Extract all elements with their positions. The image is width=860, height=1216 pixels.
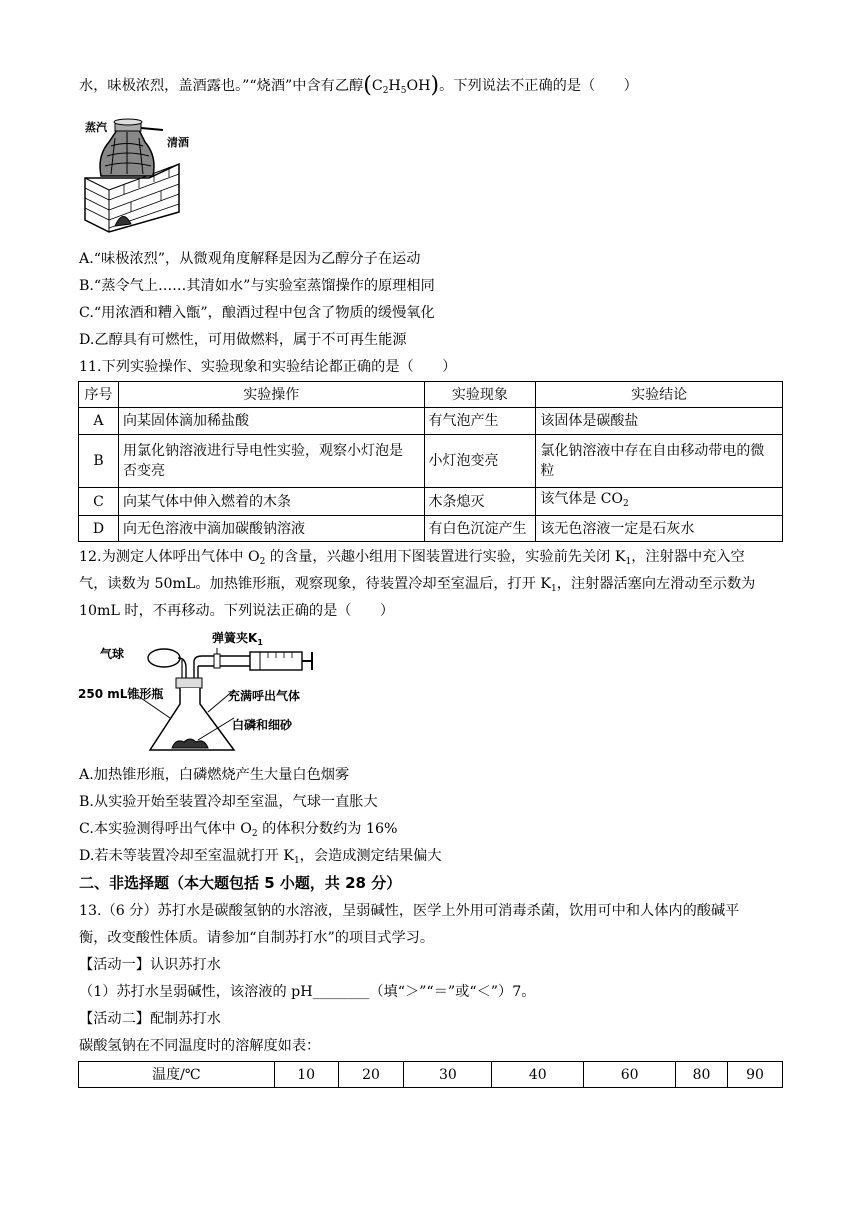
q10-option-c: C.“用浓酒和糟入甑”，酿酒过程中包含了物质的缓慢氧化 bbox=[79, 305, 435, 321]
q12-stem-line3: 10mL 时，不再移动。下列说法正确的是（ ） bbox=[79, 603, 395, 619]
q11-header-row bbox=[79, 382, 783, 408]
table-row: C 向某气体中伸入燃着的木条 木条熄灭 该气体是 $CO_2$ bbox=[79, 488, 783, 516]
balloon-label: 气球 bbox=[100, 647, 125, 661]
q12-stem-line2: 气，读数为 50mL。加热锥形瓶，观察现象，待装置冷却至室温后，打开 $K_1$，注射器活塞向左滑动至示数为 bbox=[79, 576, 756, 594]
q12-option-c: C.本实验测得呼出气体中 $O_2$ 的体积分数约为 16% bbox=[79, 821, 398, 839]
q13-stem-line1: 13.（6 分）苏打水是碳酸氢钠的水溶液，呈弱碱性，医学上外用可消毒杀菌，饮用可中和人体内的酸碱平 bbox=[79, 903, 740, 919]
header-cell: 序号 bbox=[79, 382, 119, 408]
q12-option-a: A.加热锥形瓶，白磷燃烧产生大量白色烟雾 bbox=[79, 767, 350, 783]
q12-option-d: D.若未等装置冷却至室温就打开 $K_1$，会造成测定结果偏大 bbox=[79, 848, 442, 866]
q13-subquestion-1: （1）苏打水呈弱碱性，该溶液的 pH________（填“＞”“＝”或“＜”）7。 bbox=[79, 984, 536, 1000]
clear-wine-label: 清酒 bbox=[167, 136, 189, 149]
distillation-still-figure bbox=[79, 116, 211, 234]
activity-one-heading: 【活动一】认识苏打水 bbox=[79, 957, 221, 973]
table-row: B 用氯化钠溶液进行导电性实验，观察小灯泡是 否变亮 小灯泡变亮 氯化钠溶液中存在自由移动带电的微 粒 bbox=[79, 435, 783, 488]
exhaled-gas-label: 充满呼出气体 bbox=[228, 689, 301, 703]
q11-table bbox=[78, 381, 783, 542]
table-row: A 向某固体滴加稀盐酸 有气泡产生 该固体是碳酸盐 bbox=[79, 408, 783, 435]
flask-label: 250 mL锥形瓶 bbox=[78, 687, 164, 701]
q10-option-b: B.“蒸令气上……其清如水”与实验室蒸馏操作的原理相同 bbox=[79, 278, 435, 294]
q12-stem-line1: 12.为测定人体呼出气体中 $O_2$ 的含量，兴趣小组用下图装置进行实验，实验前先关闭 $K_1$，注射器中充入空 bbox=[79, 549, 745, 567]
solubility-table bbox=[78, 1061, 783, 1088]
clip-label: 弹簧夹$K_1$ bbox=[212, 631, 263, 647]
apparatus-figure bbox=[78, 628, 318, 756]
q12-option-b: B.从实验开始至装置冷却至室温，气球一直胀大 bbox=[79, 794, 378, 810]
header-cell: 实验现象 bbox=[424, 382, 536, 408]
header-cell: 实验结论 bbox=[536, 382, 783, 408]
q13-stem-line2: 衡，改变酸性体质。请参加“自制苏打水”的项目式学习。 bbox=[79, 930, 435, 946]
header-cell: 实验操作 bbox=[118, 382, 424, 408]
phosphorus-label: 白磷和细砂 bbox=[232, 718, 293, 732]
steam-label: 蒸汽 bbox=[85, 121, 107, 134]
table-row: D 向无色溶液中滴加碳酸钠溶液 有白色沉淀产生 该无色溶液一定是石灰水 bbox=[79, 516, 783, 542]
q10-option-a: A.“味极浓烈”，从微观角度解释是因为乙醇分子在运动 bbox=[79, 251, 421, 267]
intro-line: 水，味极浓烈，盖酒露也。”“烧酒”中含有乙醇$(C_2H_5OH)$。下列说法不正确的是（ ） bbox=[79, 73, 638, 98]
activity-two-heading: 【活动二】配制苏打水 bbox=[79, 1011, 221, 1027]
q11-stem: 11.下列实验操作、实验现象和实验结论都正确的是（ ） bbox=[79, 359, 457, 375]
temperature-header: 温度/℃ bbox=[79, 1062, 275, 1088]
table-row: 温度/℃ 10 20 30 40 60 80 90 bbox=[79, 1062, 783, 1088]
q10-option-d: D.乙醇具有可燃性，可用做燃料，属于不可再生能源 bbox=[79, 332, 407, 348]
table-intro: 碳酸氢钠在不同温度时的溶解度如表： bbox=[79, 1038, 321, 1054]
section-heading: 二、非选择题（本大题包括 5 小题，共 28 分） bbox=[79, 874, 402, 892]
